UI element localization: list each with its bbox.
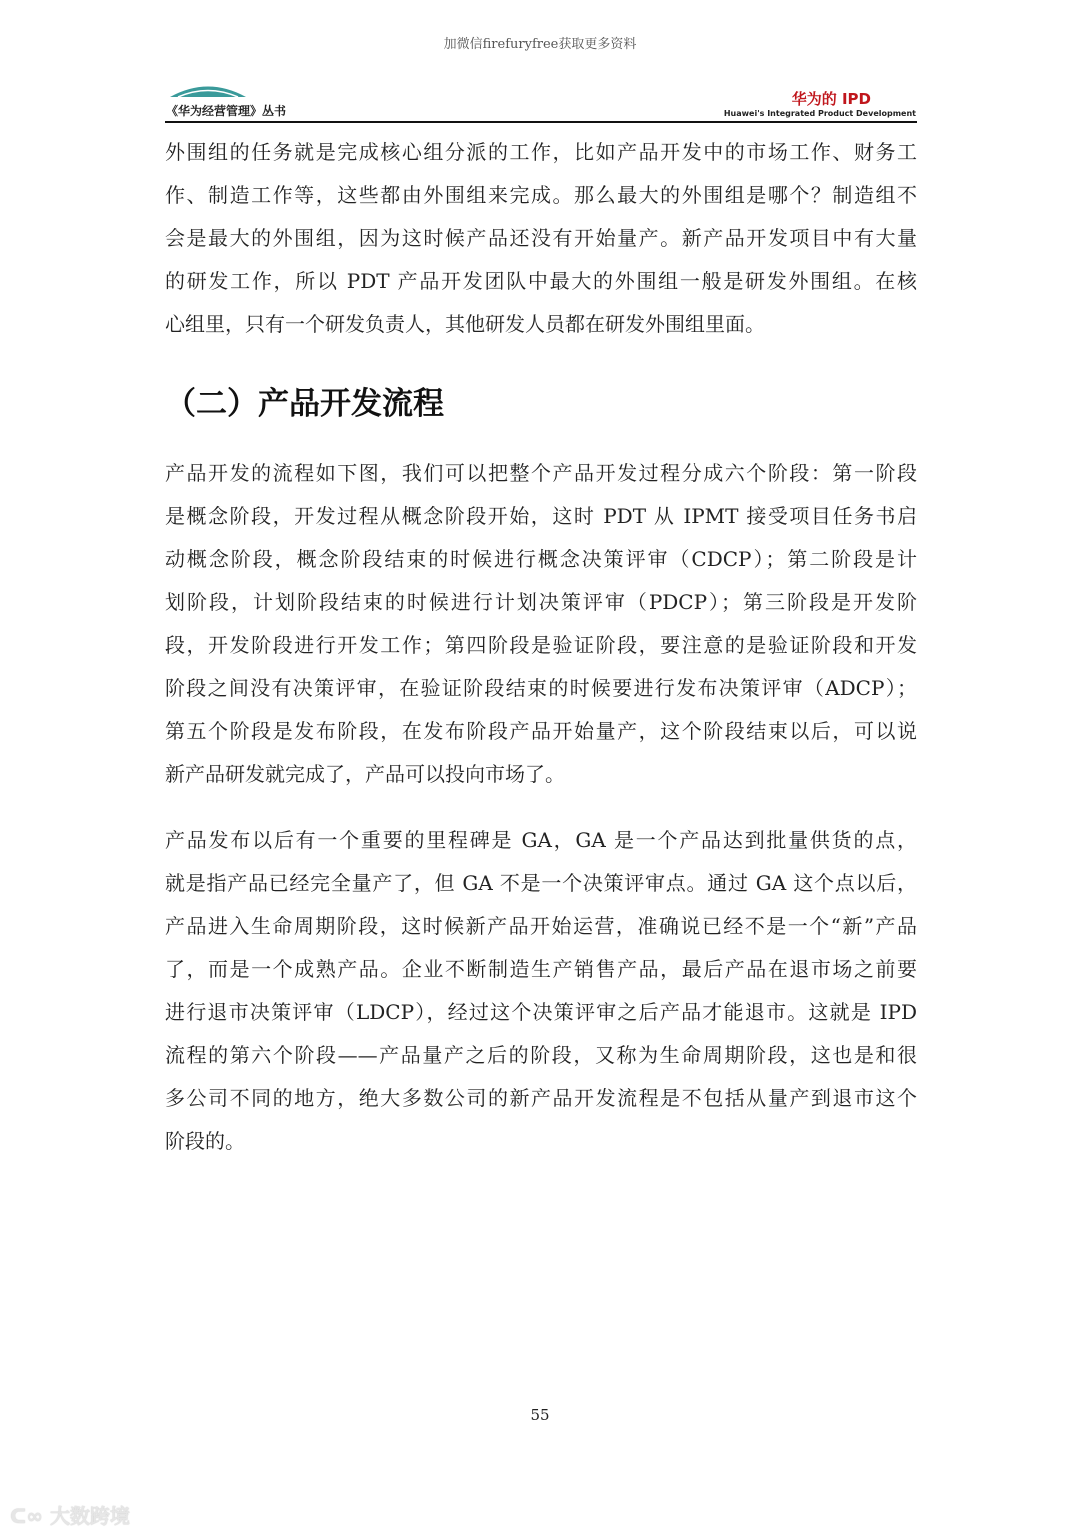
header-rule: [165, 121, 917, 123]
text-line: 阶段的。: [165, 1129, 245, 1153]
text-line: 心组里，只有一个研发负责人，其他研发人员都在研发外围组里面。: [165, 312, 765, 336]
brand-title: 华为的 IPD: [791, 90, 871, 108]
text-line: 产品开发的流程如下图，我们可以把整个产品开发过程分成六个阶段：第一阶段: [165, 461, 917, 485]
series-title: 《华为经营管理》丛书: [166, 104, 287, 118]
watermark-logo-icon: ᑕ∞: [10, 1504, 50, 1528]
text-line: 多公司不同的地方，绝大多数公司的新产品开发流程是不包括从量产到退市这个: [165, 1086, 917, 1110]
text-line: 动概念阶段，概念阶段结束的时候进行概念决策评审（CDCP）；第二阶段是计: [165, 547, 917, 571]
brand-subtitle: Huawei's Integrated Product Development: [723, 109, 916, 118]
text-line: 新产品研发就完成了，产品可以投向市场了。: [165, 762, 565, 786]
paragraph-2: [165, 452, 917, 796]
text-line: 阶段之间没有决策评审，在验证阶段结束的时候要进行发布决策评审（ADCP）；: [165, 676, 917, 700]
text-line: 的研发工作，所以 PDT 产品开发团队中最大的外围组一般是研发外围组。在核: [165, 269, 917, 293]
bottom-watermark: [10, 1500, 130, 1529]
page-number: 55: [530, 1406, 550, 1424]
paragraph-1: [165, 131, 917, 346]
text-line: 外围组的任务就是完成核心组分派的工作，比如产品开发中的市场工作、财务工: [165, 140, 917, 164]
bottom-watermark-text: 大数跨境: [49, 1504, 130, 1528]
text-line: 产品发布以后有一个重要的里程碑是 GA，GA 是一个产品达到批量供货的点，: [165, 828, 917, 852]
text-line: 作、制造工作等，这些都由外围组来完成。那么最大的外围组是哪个？制造组不: [165, 183, 917, 207]
text-line: 产品进入生命周期阶段，这时候新产品开始运营，准确说已经不是一个“新”产品: [165, 914, 917, 938]
text-line: 进行退市决策评审（LDCP），经过这个决策评审之后产品才能退市。这就是 IPD: [165, 1000, 917, 1024]
text-line: 段，开发阶段进行开发工作；第四阶段是验证阶段，要注意的是验证阶段和开发: [165, 633, 917, 657]
paragraph-3: [165, 819, 917, 1163]
section-heading: （二）产品开发流程: [165, 386, 444, 422]
brand-block: [724, 88, 916, 118]
header-watermark: 加微信firefuryfree获取更多资料: [443, 37, 637, 52]
text-line: 就是指产品已经完全量产了，但 GA 不是一个决策评审点。通过 GA 这个点以后，: [165, 871, 917, 895]
text-line: 是概念阶段，开发过程从概念阶段开始，这时 PDT 从 IPMT 接受项目任务书启: [165, 504, 917, 528]
text-line: 划阶段，计划阶段结束的时候进行计划决策评审（PDCP）；第三阶段是开发阶: [165, 590, 917, 614]
series-logo-icon: [168, 80, 248, 100]
text-line: 会是最大的外围组，因为这时候产品还没有开始量产。新产品开发项目中有大量: [165, 226, 917, 250]
text-line: 第五个阶段是发布阶段，在发布阶段产品开始量产，这个阶段结束以后，可以说: [165, 719, 917, 743]
text-line: 流程的第六个阶段——产品量产之后的阶段，又称为生命周期阶段，这也是和很: [165, 1043, 917, 1067]
text-line: 了，而是一个成熟产品。企业不断制造生产销售产品，最后产品在退市场之前要: [165, 957, 917, 981]
